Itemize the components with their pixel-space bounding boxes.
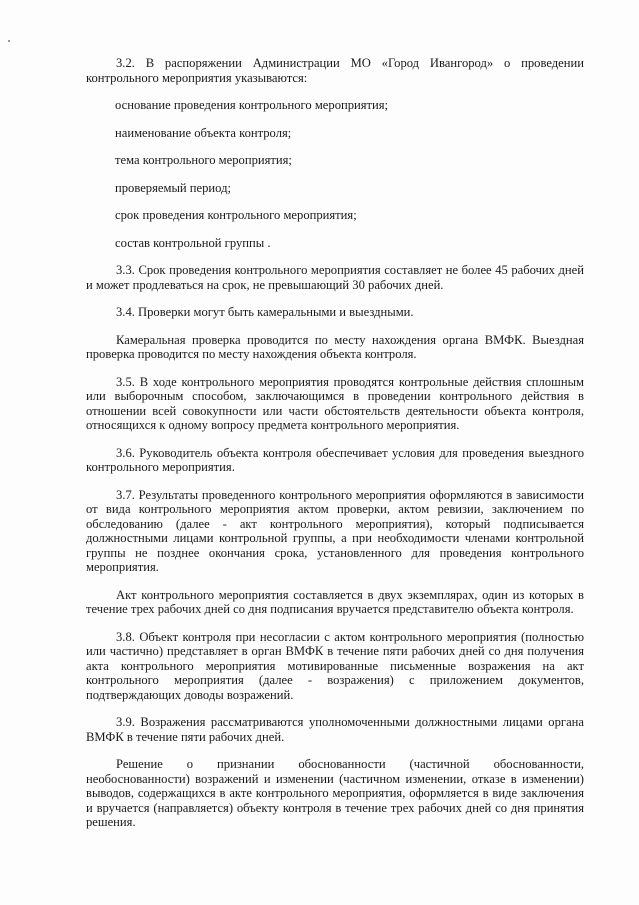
paragraph-decision: Решение о признании обоснованности (частичной обоснованности, необоснованности) возражений и изменении (частичном изменении, отказе в изменении) выводов, содержащихся в акте контрольного мероприятия, оформляется в виде заключения и вручается (направляется) объекту контроля в течение трех рабочих дней со дня принятия решения. (86, 757, 584, 829)
list-item-period: проверяемый период; (115, 180, 232, 195)
list-item-object-name: наименование объекта контроля; (115, 125, 292, 140)
scan-speck (8, 40, 10, 42)
list-item-basis: основание проведения контрольного мероприятия; (115, 98, 389, 112)
paragraph-3-5: 3.5. В ходе контрольного мероприятия проводятся контрольные действия сплошным или выборочным способом, заключающимся в проведении контрольного действия в отношении всей совокупности или части обстоятельств деятельности объекта контроля, относящихся к одному вопросу предмета контрольного мероприятия. (86, 374, 584, 432)
list-item-group: состав контрольной группы . (115, 235, 271, 250)
paragraph-3-7: 3.7. Результаты проведенного контрольного мероприятия оформляются в зависимости от вида контрольного мероприятия актом проверки, актом ревизии, заключением по обследованию (далее - акт контрольного мероприятия), который подписывается должностными лицами контрольной группы, а при необходимости членами контрольной группы не позднее окончания срока, установленного для проведения контрольного мероприятия. (86, 487, 584, 574)
paragraph-act-copies: Акт контрольного мероприятия составляется в двух экземплярах, один из которых в течение трех рабочих дней со дня подписания вручается представителю объекта контроля. (86, 587, 584, 616)
paragraph-3-4: 3.4. Проверки могут быть камеральными и выездными. (116, 305, 414, 319)
paragraph-3-3: 3.3. Срок проведения контрольного мероприятия составляет не более 45 рабочих дней и может продлеваться на срок, не превышающий 30 рабочих дней. (86, 263, 584, 292)
document-body (86, 56, 584, 843)
paragraph-3-8: 3.8. Объект контроля при несогласии с актом контрольного мероприятия (полностью или частично) представляет в орган ВМФК в течение пяти рабочих дней со дня получения акта контрольного мероприятия мотивированные письменные возражения на акт контрольного мероприятия (далее - возражения) с приложением документов, подтверждающих доводы возражений. (86, 629, 584, 702)
paragraph-3-2: 3.2. В распоряжении Администрации МО «Город Ивангород» о проведении контрольного мероприятия указываются: (86, 56, 584, 85)
paragraph-3-6: 3.6. Руководитель объекта контроля обеспечивает условия для проведения выездного контрольного мероприятия. (86, 445, 584, 474)
paragraph-3-9: 3.9. Возражения рассматриваются уполномоченными должностными лицами органа ВМФК в течение пяти рабочих дней. (86, 715, 584, 744)
paragraph-desk-audit: Камеральная проверка проводится по месту нахождения органа ВМФК. Выездная проверка проводится по месту нахождения объекта контроля. (86, 332, 584, 361)
list-item-duration: срок проведения контрольного мероприятия; (115, 208, 357, 222)
list-item-topic: тема контрольного мероприятия; (115, 153, 292, 167)
